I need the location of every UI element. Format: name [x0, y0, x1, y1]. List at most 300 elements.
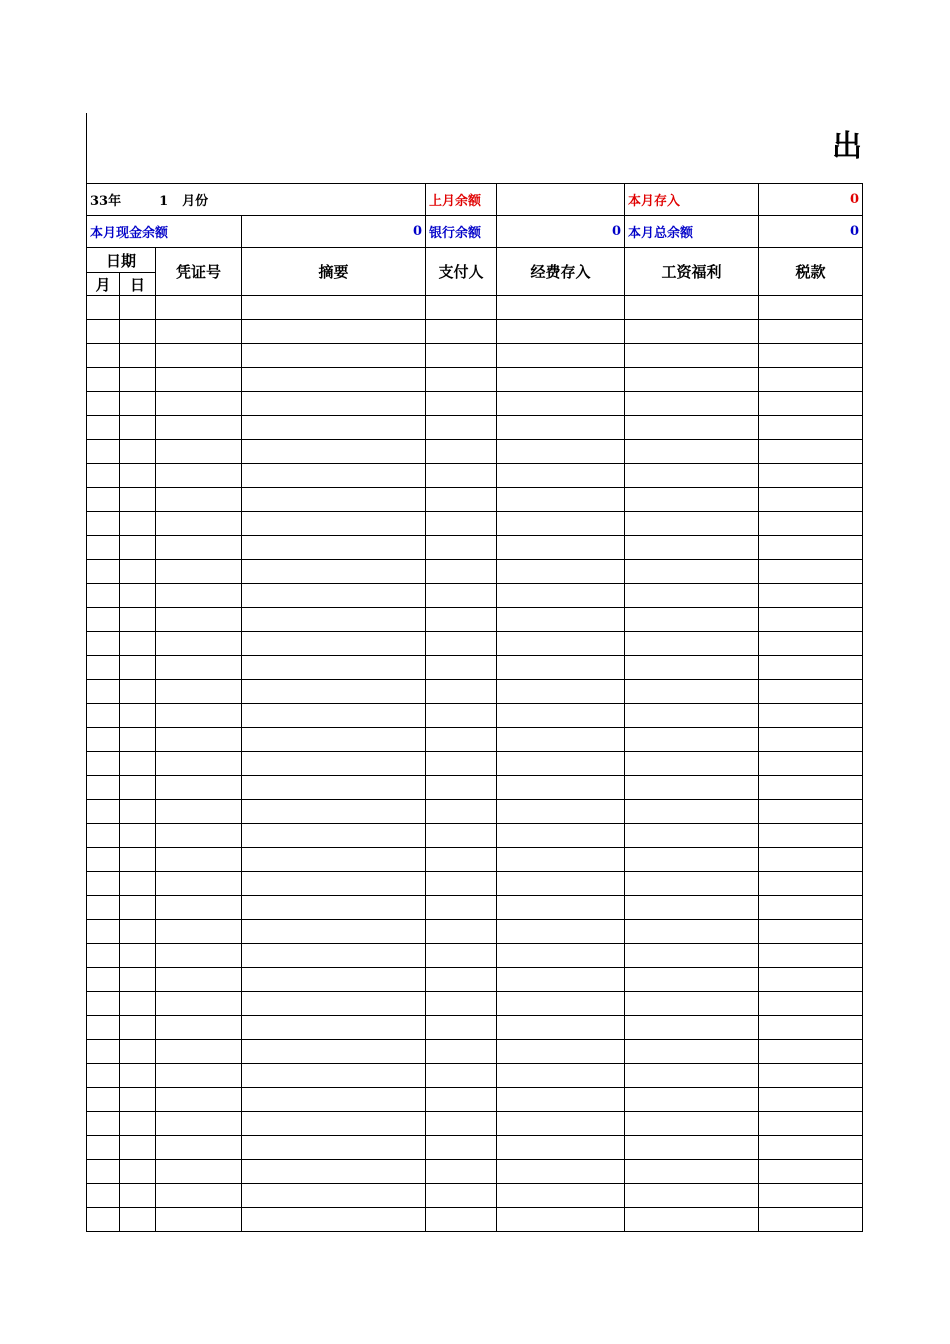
day-cell[interactable] [120, 968, 156, 992]
summary-cell[interactable] [242, 1136, 426, 1160]
funds-deposit-cell[interactable] [497, 728, 625, 752]
salary-welfare-cell[interactable] [625, 1136, 759, 1160]
month-cell[interactable] [87, 896, 120, 920]
month-cell[interactable] [87, 464, 120, 488]
salary-welfare-cell[interactable] [625, 440, 759, 464]
day-cell[interactable] [120, 1112, 156, 1136]
month-cell[interactable] [87, 368, 120, 392]
tax-cell[interactable] [759, 1016, 863, 1040]
voucher-cell[interactable] [156, 1040, 242, 1064]
tax-cell[interactable] [759, 416, 863, 440]
funds-deposit-cell[interactable] [497, 968, 625, 992]
summary-cell[interactable] [242, 1184, 426, 1208]
funds-deposit-cell[interactable] [497, 1208, 625, 1232]
tax-cell[interactable] [759, 728, 863, 752]
voucher-cell[interactable] [156, 320, 242, 344]
salary-welfare-cell[interactable] [625, 1208, 759, 1232]
payer-cell[interactable] [426, 368, 497, 392]
day-cell[interactable] [120, 824, 156, 848]
payer-cell[interactable] [426, 1184, 497, 1208]
day-cell[interactable] [120, 800, 156, 824]
bank-balance-value[interactable]: 0 [497, 216, 625, 248]
month-cell[interactable] [87, 944, 120, 968]
day-cell[interactable] [120, 1160, 156, 1184]
month-cell[interactable] [87, 584, 120, 608]
payer-cell[interactable] [426, 416, 497, 440]
funds-deposit-cell[interactable] [497, 584, 625, 608]
month-cell[interactable] [87, 296, 120, 320]
payer-cell[interactable] [426, 536, 497, 560]
voucher-cell[interactable] [156, 584, 242, 608]
month-cell[interactable] [87, 872, 120, 896]
payer-cell[interactable] [426, 392, 497, 416]
funds-deposit-cell[interactable] [497, 800, 625, 824]
funds-deposit-cell[interactable] [497, 656, 625, 680]
salary-welfare-cell[interactable] [625, 968, 759, 992]
summary-cell[interactable] [242, 392, 426, 416]
voucher-cell[interactable] [156, 392, 242, 416]
tax-cell[interactable] [759, 800, 863, 824]
payer-cell[interactable] [426, 800, 497, 824]
funds-deposit-cell[interactable] [497, 392, 625, 416]
total-balance-value[interactable]: 0 [759, 216, 863, 248]
salary-welfare-cell[interactable] [625, 584, 759, 608]
month-cell[interactable] [87, 728, 120, 752]
summary-cell[interactable] [242, 968, 426, 992]
summary-cell[interactable] [242, 320, 426, 344]
month-deposit-value[interactable]: 0 [759, 184, 863, 216]
day-cell[interactable] [120, 992, 156, 1016]
funds-deposit-cell[interactable] [497, 872, 625, 896]
summary-cell[interactable] [242, 680, 426, 704]
month-cell[interactable] [87, 752, 120, 776]
voucher-cell[interactable] [156, 512, 242, 536]
salary-welfare-cell[interactable] [625, 368, 759, 392]
month-cell[interactable] [87, 512, 120, 536]
salary-welfare-cell[interactable] [625, 1160, 759, 1184]
voucher-cell[interactable] [156, 1136, 242, 1160]
day-cell[interactable] [120, 1184, 156, 1208]
salary-welfare-cell[interactable] [625, 656, 759, 680]
summary-cell[interactable] [242, 1016, 426, 1040]
voucher-cell[interactable] [156, 824, 242, 848]
tax-cell[interactable] [759, 320, 863, 344]
month-cell[interactable] [87, 800, 120, 824]
payer-cell[interactable] [426, 848, 497, 872]
salary-welfare-cell[interactable] [625, 800, 759, 824]
tax-cell[interactable] [759, 920, 863, 944]
salary-welfare-cell[interactable] [625, 704, 759, 728]
funds-deposit-cell[interactable] [497, 776, 625, 800]
summary-cell[interactable] [242, 872, 426, 896]
month-cell[interactable] [87, 1088, 120, 1112]
tax-cell[interactable] [759, 680, 863, 704]
payer-cell[interactable] [426, 296, 497, 320]
summary-cell[interactable] [242, 656, 426, 680]
funds-deposit-cell[interactable] [497, 632, 625, 656]
payer-cell[interactable] [426, 896, 497, 920]
day-cell[interactable] [120, 1016, 156, 1040]
tax-cell[interactable] [759, 872, 863, 896]
salary-welfare-cell[interactable] [625, 464, 759, 488]
day-cell[interactable] [120, 896, 156, 920]
day-cell[interactable] [120, 1208, 156, 1232]
voucher-cell[interactable] [156, 752, 242, 776]
month-cell[interactable] [87, 704, 120, 728]
tax-cell[interactable] [759, 1136, 863, 1160]
day-cell[interactable] [120, 680, 156, 704]
funds-deposit-cell[interactable] [497, 1040, 625, 1064]
funds-deposit-cell[interactable] [497, 464, 625, 488]
salary-welfare-cell[interactable] [625, 488, 759, 512]
month-cell[interactable] [87, 656, 120, 680]
payer-cell[interactable] [426, 992, 497, 1016]
cash-balance-value[interactable]: 0 [242, 216, 426, 248]
salary-welfare-cell[interactable] [625, 344, 759, 368]
salary-welfare-cell[interactable] [625, 992, 759, 1016]
payer-cell[interactable] [426, 584, 497, 608]
payer-cell[interactable] [426, 464, 497, 488]
funds-deposit-cell[interactable] [497, 1112, 625, 1136]
voucher-cell[interactable] [156, 848, 242, 872]
month-cell[interactable] [87, 776, 120, 800]
payer-cell[interactable] [426, 1040, 497, 1064]
tax-cell[interactable] [759, 992, 863, 1016]
payer-cell[interactable] [426, 560, 497, 584]
tax-cell[interactable] [759, 608, 863, 632]
summary-cell[interactable] [242, 944, 426, 968]
voucher-cell[interactable] [156, 1088, 242, 1112]
summary-cell[interactable] [242, 896, 426, 920]
tax-cell[interactable] [759, 632, 863, 656]
voucher-cell[interactable] [156, 632, 242, 656]
payer-cell[interactable] [426, 320, 497, 344]
summary-cell[interactable] [242, 368, 426, 392]
payer-cell[interactable] [426, 1016, 497, 1040]
salary-welfare-cell[interactable] [625, 1064, 759, 1088]
tax-cell[interactable] [759, 1064, 863, 1088]
summary-cell[interactable] [242, 920, 426, 944]
payer-cell[interactable] [426, 608, 497, 632]
month-cell[interactable] [87, 1136, 120, 1160]
month-cell[interactable] [87, 848, 120, 872]
salary-welfare-cell[interactable] [625, 896, 759, 920]
day-cell[interactable] [120, 392, 156, 416]
voucher-cell[interactable] [156, 344, 242, 368]
payer-cell[interactable] [426, 776, 497, 800]
day-cell[interactable] [120, 416, 156, 440]
summary-cell[interactable] [242, 464, 426, 488]
tax-cell[interactable] [759, 944, 863, 968]
voucher-cell[interactable] [156, 296, 242, 320]
payer-cell[interactable] [426, 728, 497, 752]
payer-cell[interactable] [426, 488, 497, 512]
day-cell[interactable] [120, 944, 156, 968]
month-cell[interactable] [87, 608, 120, 632]
summary-cell[interactable] [242, 440, 426, 464]
day-cell[interactable] [120, 848, 156, 872]
day-cell[interactable] [120, 584, 156, 608]
voucher-cell[interactable] [156, 992, 242, 1016]
day-cell[interactable] [120, 656, 156, 680]
funds-deposit-cell[interactable] [497, 896, 625, 920]
tax-cell[interactable] [759, 512, 863, 536]
salary-welfare-cell[interactable] [625, 776, 759, 800]
day-cell[interactable] [120, 920, 156, 944]
voucher-cell[interactable] [156, 488, 242, 512]
month-cell[interactable] [87, 488, 120, 512]
summary-cell[interactable] [242, 1088, 426, 1112]
funds-deposit-cell[interactable] [497, 1136, 625, 1160]
summary-cell[interactable] [242, 776, 426, 800]
funds-deposit-cell[interactable] [497, 920, 625, 944]
tax-cell[interactable] [759, 1208, 863, 1232]
summary-cell[interactable] [242, 1160, 426, 1184]
voucher-cell[interactable] [156, 440, 242, 464]
prev-balance-value[interactable] [497, 184, 625, 216]
day-cell[interactable] [120, 1136, 156, 1160]
voucher-cell[interactable] [156, 368, 242, 392]
month-cell[interactable] [87, 824, 120, 848]
payer-cell[interactable] [426, 1112, 497, 1136]
tax-cell[interactable] [759, 1160, 863, 1184]
voucher-cell[interactable] [156, 728, 242, 752]
summary-cell[interactable] [242, 344, 426, 368]
summary-cell[interactable] [242, 1112, 426, 1136]
salary-welfare-cell[interactable] [625, 392, 759, 416]
payer-cell[interactable] [426, 704, 497, 728]
salary-welfare-cell[interactable] [625, 608, 759, 632]
funds-deposit-cell[interactable] [497, 416, 625, 440]
salary-welfare-cell[interactable] [625, 296, 759, 320]
tax-cell[interactable] [759, 752, 863, 776]
tax-cell[interactable] [759, 368, 863, 392]
summary-cell[interactable] [242, 488, 426, 512]
day-cell[interactable] [120, 344, 156, 368]
day-cell[interactable] [120, 440, 156, 464]
day-cell[interactable] [120, 536, 156, 560]
voucher-cell[interactable] [156, 1064, 242, 1088]
payer-cell[interactable] [426, 1208, 497, 1232]
payer-cell[interactable] [426, 944, 497, 968]
funds-deposit-cell[interactable] [497, 1184, 625, 1208]
payer-cell[interactable] [426, 968, 497, 992]
month-cell[interactable] [87, 632, 120, 656]
tax-cell[interactable] [759, 344, 863, 368]
salary-welfare-cell[interactable] [625, 1016, 759, 1040]
funds-deposit-cell[interactable] [497, 488, 625, 512]
funds-deposit-cell[interactable] [497, 1160, 625, 1184]
tax-cell[interactable] [759, 776, 863, 800]
tax-cell[interactable] [759, 1040, 863, 1064]
tax-cell[interactable] [759, 848, 863, 872]
summary-cell[interactable] [242, 1064, 426, 1088]
funds-deposit-cell[interactable] [497, 704, 625, 728]
payer-cell[interactable] [426, 344, 497, 368]
tax-cell[interactable] [759, 656, 863, 680]
payer-cell[interactable] [426, 1088, 497, 1112]
salary-welfare-cell[interactable] [625, 1088, 759, 1112]
day-cell[interactable] [120, 512, 156, 536]
voucher-cell[interactable] [156, 1112, 242, 1136]
salary-welfare-cell[interactable] [625, 536, 759, 560]
month-cell[interactable] [87, 920, 120, 944]
day-cell[interactable] [120, 1040, 156, 1064]
tax-cell[interactable] [759, 464, 863, 488]
voucher-cell[interactable] [156, 800, 242, 824]
payer-cell[interactable] [426, 656, 497, 680]
month-cell[interactable] [87, 344, 120, 368]
tax-cell[interactable] [759, 560, 863, 584]
salary-welfare-cell[interactable] [625, 1040, 759, 1064]
summary-cell[interactable] [242, 536, 426, 560]
tax-cell[interactable] [759, 584, 863, 608]
salary-welfare-cell[interactable] [625, 944, 759, 968]
funds-deposit-cell[interactable] [497, 848, 625, 872]
day-cell[interactable] [120, 296, 156, 320]
summary-cell[interactable] [242, 800, 426, 824]
month-cell[interactable] [87, 1064, 120, 1088]
tax-cell[interactable] [759, 704, 863, 728]
voucher-cell[interactable] [156, 776, 242, 800]
month-cell[interactable] [87, 560, 120, 584]
payer-cell[interactable] [426, 1160, 497, 1184]
voucher-cell[interactable] [156, 896, 242, 920]
funds-deposit-cell[interactable] [497, 608, 625, 632]
summary-cell[interactable] [242, 848, 426, 872]
funds-deposit-cell[interactable] [497, 1016, 625, 1040]
summary-cell[interactable] [242, 1040, 426, 1064]
tax-cell[interactable] [759, 1184, 863, 1208]
voucher-cell[interactable] [156, 1016, 242, 1040]
funds-deposit-cell[interactable] [497, 1064, 625, 1088]
summary-cell[interactable] [242, 1208, 426, 1232]
salary-welfare-cell[interactable] [625, 416, 759, 440]
voucher-cell[interactable] [156, 680, 242, 704]
summary-cell[interactable] [242, 728, 426, 752]
month-cell[interactable] [87, 680, 120, 704]
salary-welfare-cell[interactable] [625, 320, 759, 344]
day-cell[interactable] [120, 752, 156, 776]
salary-welfare-cell[interactable] [625, 680, 759, 704]
voucher-cell[interactable] [156, 944, 242, 968]
day-cell[interactable] [120, 488, 156, 512]
voucher-cell[interactable] [156, 968, 242, 992]
voucher-cell[interactable] [156, 416, 242, 440]
funds-deposit-cell[interactable] [497, 512, 625, 536]
summary-cell[interactable] [242, 416, 426, 440]
payer-cell[interactable] [426, 1136, 497, 1160]
payer-cell[interactable] [426, 824, 497, 848]
month-cell[interactable] [87, 1040, 120, 1064]
day-cell[interactable] [120, 632, 156, 656]
funds-deposit-cell[interactable] [497, 944, 625, 968]
day-cell[interactable] [120, 368, 156, 392]
period-cell[interactable] [87, 184, 426, 216]
day-cell[interactable] [120, 776, 156, 800]
day-cell[interactable] [120, 464, 156, 488]
month-cell[interactable] [87, 968, 120, 992]
payer-cell[interactable] [426, 872, 497, 896]
payer-cell[interactable] [426, 920, 497, 944]
funds-deposit-cell[interactable] [497, 320, 625, 344]
salary-welfare-cell[interactable] [625, 1112, 759, 1136]
tax-cell[interactable] [759, 1112, 863, 1136]
voucher-cell[interactable] [156, 464, 242, 488]
salary-welfare-cell[interactable] [625, 848, 759, 872]
month-cell[interactable] [87, 392, 120, 416]
payer-cell[interactable] [426, 632, 497, 656]
payer-cell[interactable] [426, 1064, 497, 1088]
tax-cell[interactable] [759, 440, 863, 464]
summary-cell[interactable] [242, 296, 426, 320]
salary-welfare-cell[interactable] [625, 512, 759, 536]
day-cell[interactable] [120, 320, 156, 344]
salary-welfare-cell[interactable] [625, 752, 759, 776]
voucher-cell[interactable] [156, 920, 242, 944]
voucher-cell[interactable] [156, 536, 242, 560]
summary-cell[interactable] [242, 584, 426, 608]
month-cell[interactable] [87, 416, 120, 440]
tax-cell[interactable] [759, 392, 863, 416]
funds-deposit-cell[interactable] [497, 440, 625, 464]
day-cell[interactable] [120, 1088, 156, 1112]
salary-welfare-cell[interactable] [625, 872, 759, 896]
voucher-cell[interactable] [156, 656, 242, 680]
funds-deposit-cell[interactable] [497, 296, 625, 320]
funds-deposit-cell[interactable] [497, 560, 625, 584]
salary-welfare-cell[interactable] [625, 920, 759, 944]
month-cell[interactable] [87, 992, 120, 1016]
tax-cell[interactable] [759, 896, 863, 920]
funds-deposit-cell[interactable] [497, 368, 625, 392]
payer-cell[interactable] [426, 440, 497, 464]
tax-cell[interactable] [759, 488, 863, 512]
payer-cell[interactable] [426, 512, 497, 536]
voucher-cell[interactable] [156, 1160, 242, 1184]
salary-welfare-cell[interactable] [625, 1184, 759, 1208]
summary-cell[interactable] [242, 560, 426, 584]
summary-cell[interactable] [242, 632, 426, 656]
tax-cell[interactable] [759, 824, 863, 848]
funds-deposit-cell[interactable] [497, 536, 625, 560]
salary-welfare-cell[interactable] [625, 560, 759, 584]
salary-welfare-cell[interactable] [625, 632, 759, 656]
month-cell[interactable] [87, 440, 120, 464]
day-cell[interactable] [120, 728, 156, 752]
salary-welfare-cell[interactable] [625, 824, 759, 848]
funds-deposit-cell[interactable] [497, 992, 625, 1016]
day-cell[interactable] [120, 872, 156, 896]
day-cell[interactable] [120, 608, 156, 632]
summary-cell[interactable] [242, 992, 426, 1016]
voucher-cell[interactable] [156, 1208, 242, 1232]
summary-cell[interactable] [242, 824, 426, 848]
day-cell[interactable] [120, 1064, 156, 1088]
day-cell[interactable] [120, 704, 156, 728]
payer-cell[interactable] [426, 680, 497, 704]
tax-cell[interactable] [759, 296, 863, 320]
funds-deposit-cell[interactable] [497, 1088, 625, 1112]
month-cell[interactable] [87, 1112, 120, 1136]
month-cell[interactable] [87, 320, 120, 344]
funds-deposit-cell[interactable] [497, 824, 625, 848]
tax-cell[interactable] [759, 1088, 863, 1112]
payer-cell[interactable] [426, 752, 497, 776]
summary-cell[interactable] [242, 512, 426, 536]
funds-deposit-cell[interactable] [497, 752, 625, 776]
summary-cell[interactable] [242, 752, 426, 776]
